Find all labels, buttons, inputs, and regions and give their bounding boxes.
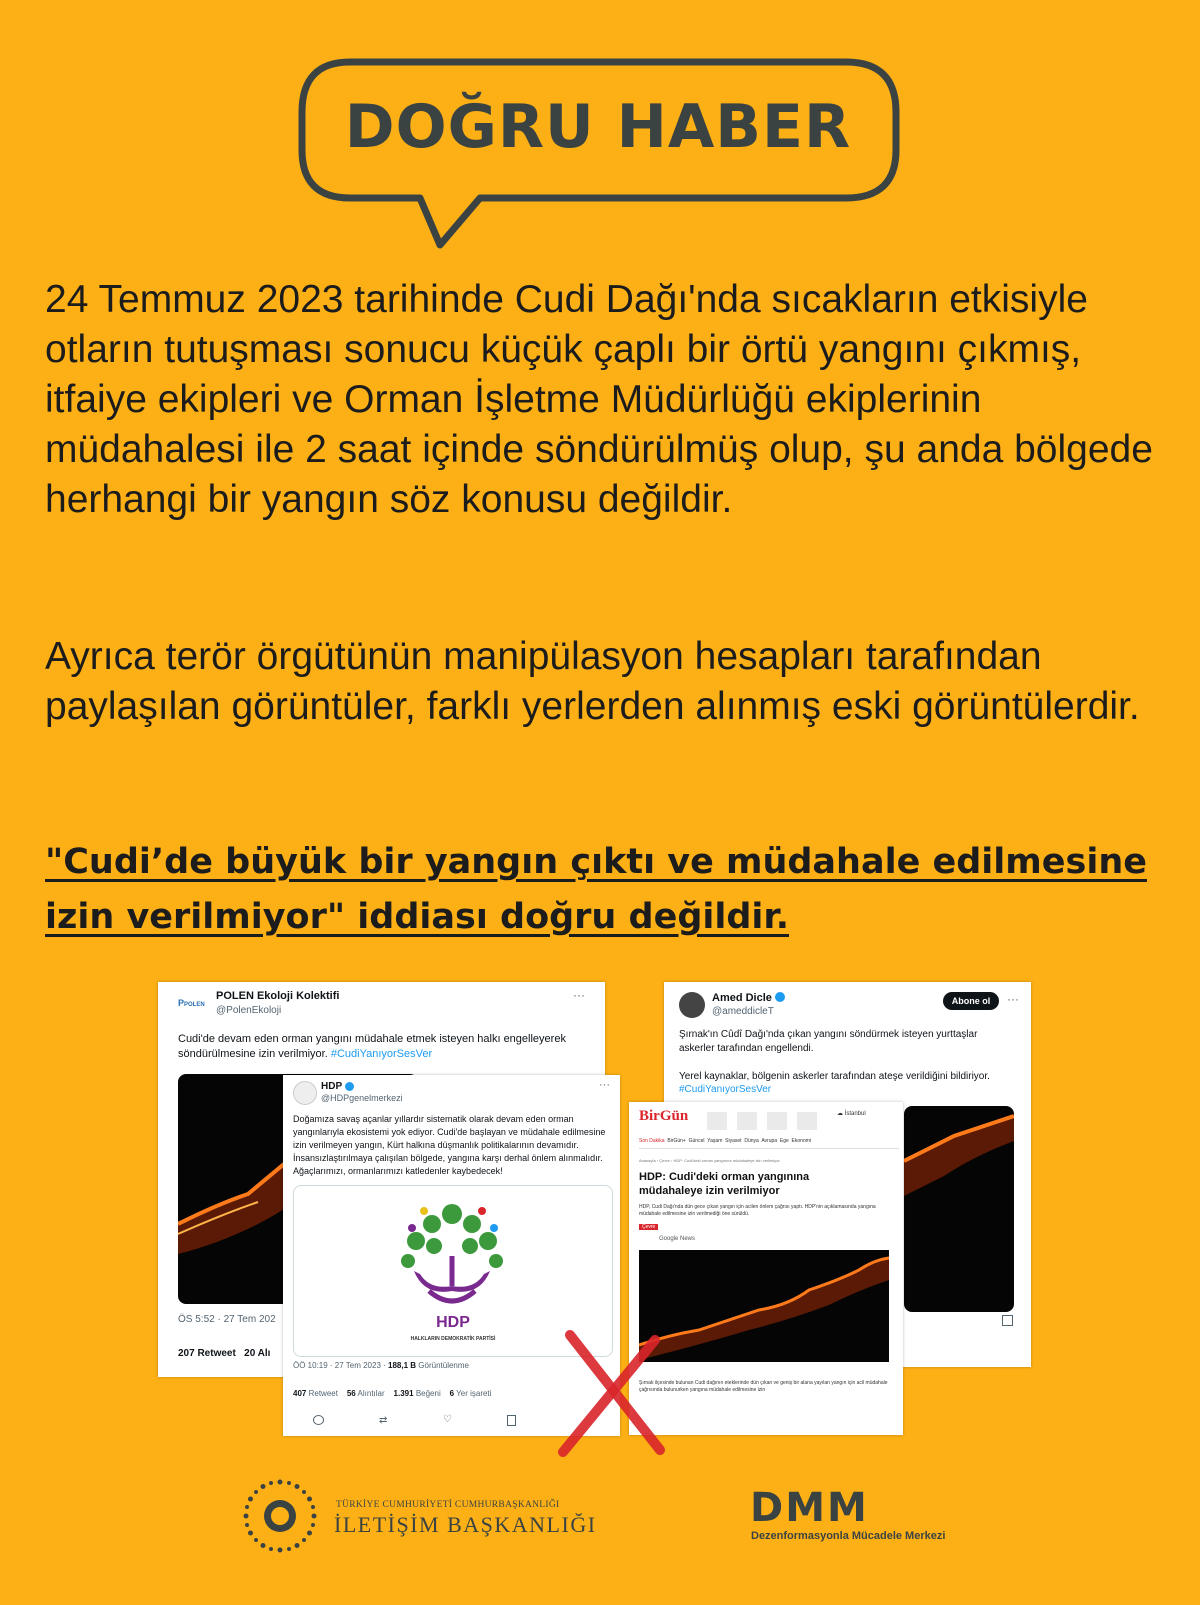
tweet-text: Doğamıza savaş açanlar yıllardır sistematik olarak devam eden orman yangınlarıyla ekosistemi yok ediyor. Cudi'de başlayan ve müdahale edilmesine izin verilmeyen yangın, Kürt halkına düşmanlık politikalarının devamıdır. İnsansızlaştırılmaya çalışılan bölgede, yangına karşı derhal önlem alınmalıdır. Ağaçlarımızı, ormanlarımızı katledenler kaybedecek! [293, 1114, 606, 1176]
share-icon[interactable] [1002, 1315, 1013, 1326]
nav-item-ekonomi[interactable]: Ekonomi [791, 1138, 811, 1144]
institution-subtitle: TÜRKİYE CUMHURİYETİ CUMHURBAŞKANLIĞI [336, 1500, 560, 1510]
tweet-actions [313, 1415, 593, 1427]
hdp-logo-text: HDP [436, 1314, 470, 1331]
bookmark-icon[interactable] [507, 1415, 516, 1426]
retweet-icon[interactable]: ⇄ [379, 1415, 388, 1426]
nav-item-dunya[interactable]: Dünya [744, 1138, 759, 1144]
dmm-logo: DMM [750, 1485, 869, 1531]
avatar [679, 992, 705, 1018]
tweet-text-2: Yerel kaynaklar, bölgenin askerler tarafından ateşe verildiğini bildiriyor. [679, 1071, 990, 1082]
tweet-timestamp: ÖS 5:52 · 27 Tem 202 [178, 1314, 276, 1325]
nav-item-avrupa[interactable]: Avrupa [761, 1138, 778, 1144]
hashtag-link[interactable]: #CudiYanıyorSesVer [679, 1084, 772, 1095]
article-body: Şırnak ilçesinde bulunan Cudi dağının eteklerinde dün çıkan ve geniş bir alana yayılan yangın için acil müdahale çağrısında bulunurken yangına müdahale edilmesine izin [639, 1380, 888, 1393]
google-news-link[interactable]: Google News [659, 1236, 696, 1242]
weather-icon: ☁ İstanbul [837, 1111, 866, 1117]
nav-item-siyaset[interactable]: Siyaset [725, 1138, 742, 1144]
verified-icon [345, 1082, 354, 1091]
tweet-timestamp: ÖÖ 10:19 · 27 Tem 2023 · 188,1 B Görüntülenme [293, 1361, 469, 1370]
tweet-author-handle: @PolenEkoloji [216, 1005, 282, 1016]
claim-verdict: "Cudi’de büyük bir yangın çıktı ve müdahale edilmesine izin verilmiyor" iddiası doğru değildir. [45, 842, 1147, 937]
verified-icon [775, 992, 785, 1002]
tweet-stats: 407 Retweet 56 Alıntılar 1.391 Beğeni 6 Yer işareti [293, 1389, 492, 1398]
institution-name: İLETİŞİM BAŞKANLIĞI [334, 1512, 597, 1537]
tweet-stats: 207 Retweet 20 Alı [178, 1348, 271, 1359]
birgun-nav [639, 1138, 899, 1149]
paragraph-statement: 24 Temmuz 2023 tarihinde Cudi Dağı'nda sıcakların etkisiyle otların tutuşması sonucu küçük çaplı bir örtü yangını çıkmış, itfaiye ekipleri ve Orman İşletme Müdürlüğü ekiplerinin müdahalesi ile 2 saat içinde söndürülmüş olup, şu anda bölgede herhangi bir yangın söz konusu değildir. [45, 278, 1153, 521]
tweet-text: Cudi'de devam eden orman yangını müdahale etmek isteyen halkı engelleyerek söndürülmesine izin verilmiyor. #CudiYanıyorSesVer [178, 1033, 566, 1060]
paragraph-images: Ayrıca terör örgütünün manipülasyon hesapları tarafından paylaşılan görüntüler, farklı yerlerden alınmış eski görüntülerdir. [45, 635, 1140, 728]
reply-icon[interactable] [313, 1415, 324, 1425]
header-bubble [0, 0, 1200, 260]
hdp-logo-subtitle: HALKLARIN DEMOKRATİK PARTİSİ [410, 1336, 496, 1342]
more-options-icon[interactable]: ··· [1007, 992, 1019, 1006]
nav-item-son-dakika[interactable]: Son Dakika [639, 1138, 665, 1144]
tweet-author-handle: @ameddicleT [712, 1006, 774, 1017]
hashtag-link[interactable]: #CudiYanıyorSesVer [330, 1048, 433, 1060]
false-cross-icon [555, 1330, 670, 1460]
hdp-avatar [293, 1081, 317, 1105]
nav-item-ege[interactable]: Ege [779, 1138, 789, 1144]
tweet-author-name: HDP [321, 1081, 343, 1092]
page-title: DOĞRU HABER [344, 92, 852, 162]
birgun-article-card [629, 1102, 903, 1435]
nav-item-birgun-plus[interactable]: BirGün+ [667, 1138, 686, 1144]
follow-button[interactable]: Abone ol [943, 992, 999, 1010]
presidency-seal-icon [241, 1477, 319, 1555]
dmm-subtitle: Dezenformasyonla Mücadele Merkezi [751, 1530, 946, 1542]
market-ticker [707, 1112, 827, 1130]
more-options-icon[interactable]: ··· [573, 988, 585, 1002]
article-summary: HDP, Cudi Dağı'nda dün gece çıkan yangın için acilen önlem çağrısı yaptı. HDP'nin açıklamasında yangına müdahale edilmesine izin verilmediği öne sürüldü. [639, 1204, 876, 1217]
fire-photo [639, 1250, 889, 1362]
fire-photo [904, 1106, 1014, 1312]
breadcrumb: Anasayfa › Çevre › HDP: Cudi'deki orman yangınına müdahaleye izin verilmiyor [639, 1158, 780, 1163]
birgun-logo: BirGün [639, 1108, 689, 1124]
nav-item-guncel[interactable]: Güncel [688, 1138, 705, 1144]
category-badge: Çevre [639, 1224, 658, 1230]
tweet-text-1: Şırnak'ın Cûdî Dağı'nda çıkan yangını söndürmek isteyen yurttaşlar askerler tarafından engellendi. [679, 1029, 978, 1054]
tweet-author-name: Amed Dicle [712, 992, 772, 1004]
like-icon[interactable]: ♡ [443, 1414, 452, 1425]
nav-item-yasam[interactable]: Yaşam [707, 1138, 723, 1144]
tweet-author-handle: @HDPgenelmerkezi [321, 1093, 403, 1103]
tweet-author-name: POLEN Ekoloji Kolektifi [216, 990, 340, 1002]
polen-logo-icon: PPOLEN [178, 998, 205, 1008]
article-headline: HDP: Cudi'deki orman yangınına müdahaleye izin verilmiyor [639, 1171, 810, 1197]
more-options-icon[interactable]: ··· [599, 1079, 610, 1091]
